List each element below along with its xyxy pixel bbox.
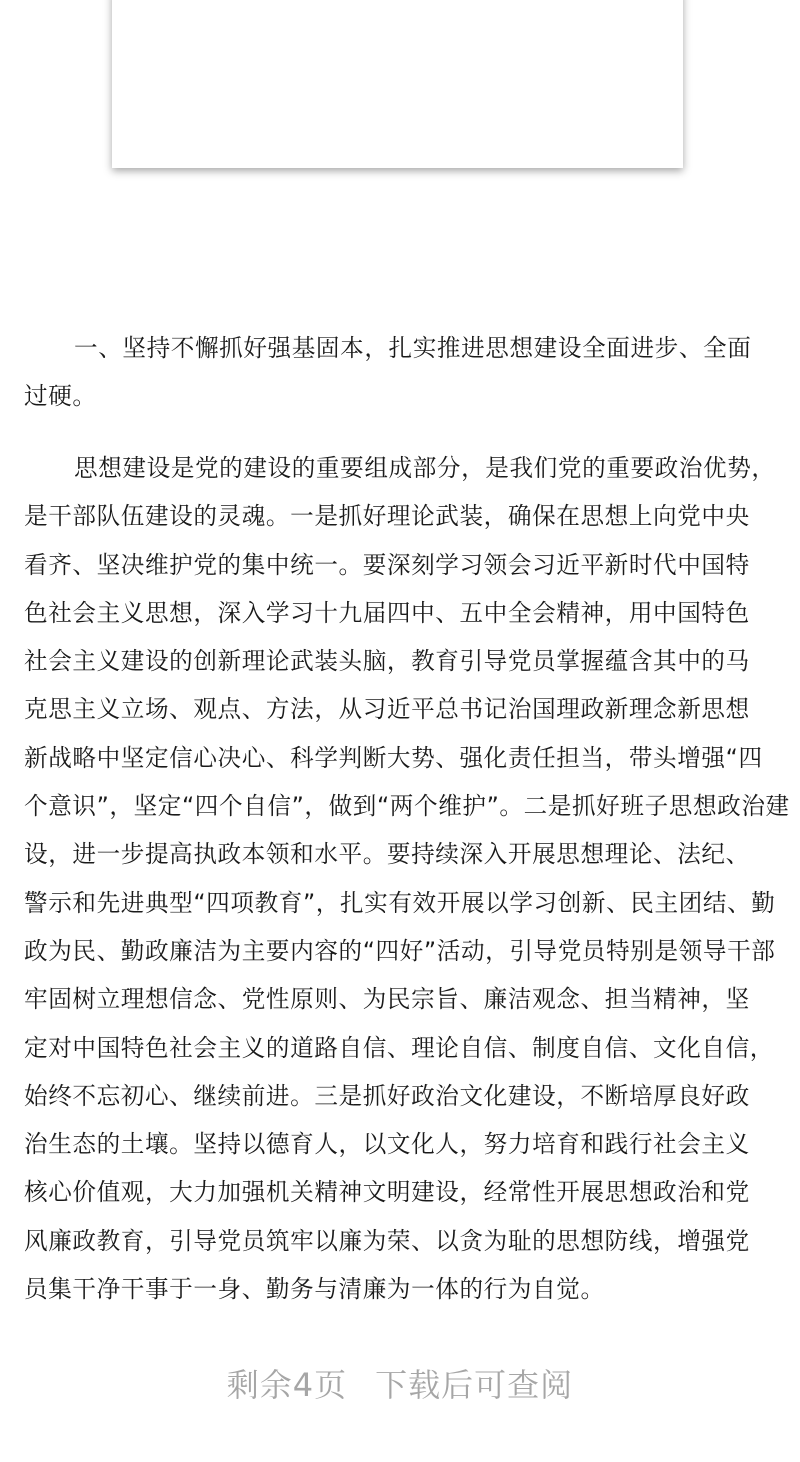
body-line: 警示和先进典型“四项教育”，扎实有效开展以学习创新、民主团结、勤 xyxy=(24,888,776,917)
body-line: 员集干净干事于一身、勤务与清廉为一体的行为自觉。 xyxy=(24,1275,605,1304)
body-line: 始终不忘初心、继续前进。三是抓好政治文化建设，不断培厚良好政 xyxy=(24,1081,750,1110)
body-line: 核心价值观，大力加强机关精神文明建设，经常性开展思想政治和党 xyxy=(24,1178,750,1207)
body-line: 看齐、坚决维护党的集中统一。要深刻学习领会习近平新时代中国特 xyxy=(24,550,750,579)
body-line: 克思主义立场、观点、方法，从习近平总书记治国理政新理念新思想 xyxy=(24,695,750,724)
body-line: 个意识”，坚定“四个自信”，做到“两个维护”。二是抓好班子思想政治建 xyxy=(24,792,790,821)
body-line: 社会主义建设的创新理论武装头脑，教育引导党员掌握蕴含其中的马 xyxy=(24,647,750,676)
body-line: 思想建设是党的建设的重要组成部分，是我们党的重要政治优势， xyxy=(74,454,776,482)
body-line: 治生态的土壤。坚持以德育人，以文化人，努力培育和践行社会主义 xyxy=(24,1130,750,1159)
body-line: 政为民、勤政廉洁为主要内容的“四好”活动，引导党员特别是领导干部 xyxy=(24,936,776,965)
heading-line: 过硬。 xyxy=(24,382,97,411)
heading-line: 一、坚持不懈抓好强基固本，扎实推进思想建设全面进步、全面 xyxy=(74,334,752,362)
remaining-pages-label: 剩余4页 xyxy=(226,1366,348,1404)
download-to-view-label: 下载后可查阅 xyxy=(375,1366,574,1404)
body-line: 新战略中坚定信心决心、科学判断大势、强化责任担当，带头增强“四 xyxy=(24,743,763,772)
body-line: 色社会主义思想，深入学习十九届四中、五中全会精神，用中国特色 xyxy=(24,598,750,627)
page-preview-card xyxy=(112,0,683,168)
body-line: 设，进一步提高执政本领和水平。要持续深入开展思想理论、法纪、 xyxy=(24,840,750,869)
body-line: 牢固树立理想信念、党性原则、为民宗旨、廉洁观念、担当精神，坚 xyxy=(24,985,750,1014)
section-heading xyxy=(24,324,784,421)
body-paragraph xyxy=(24,444,790,1313)
body-line: 是干部队伍建设的灵魂。一是抓好理论武装，确保在思想上向党中央 xyxy=(24,502,750,531)
body-line: 定对中国特色社会主义的道路自信、理论自信、制度自信、文化自信， xyxy=(24,1033,775,1062)
body-line: 风廉政教育，引导党员筑牢以廉为荣、以贪为耻的思想防线，增强党 xyxy=(24,1226,750,1255)
download-prompt[interactable] xyxy=(0,1360,800,1406)
